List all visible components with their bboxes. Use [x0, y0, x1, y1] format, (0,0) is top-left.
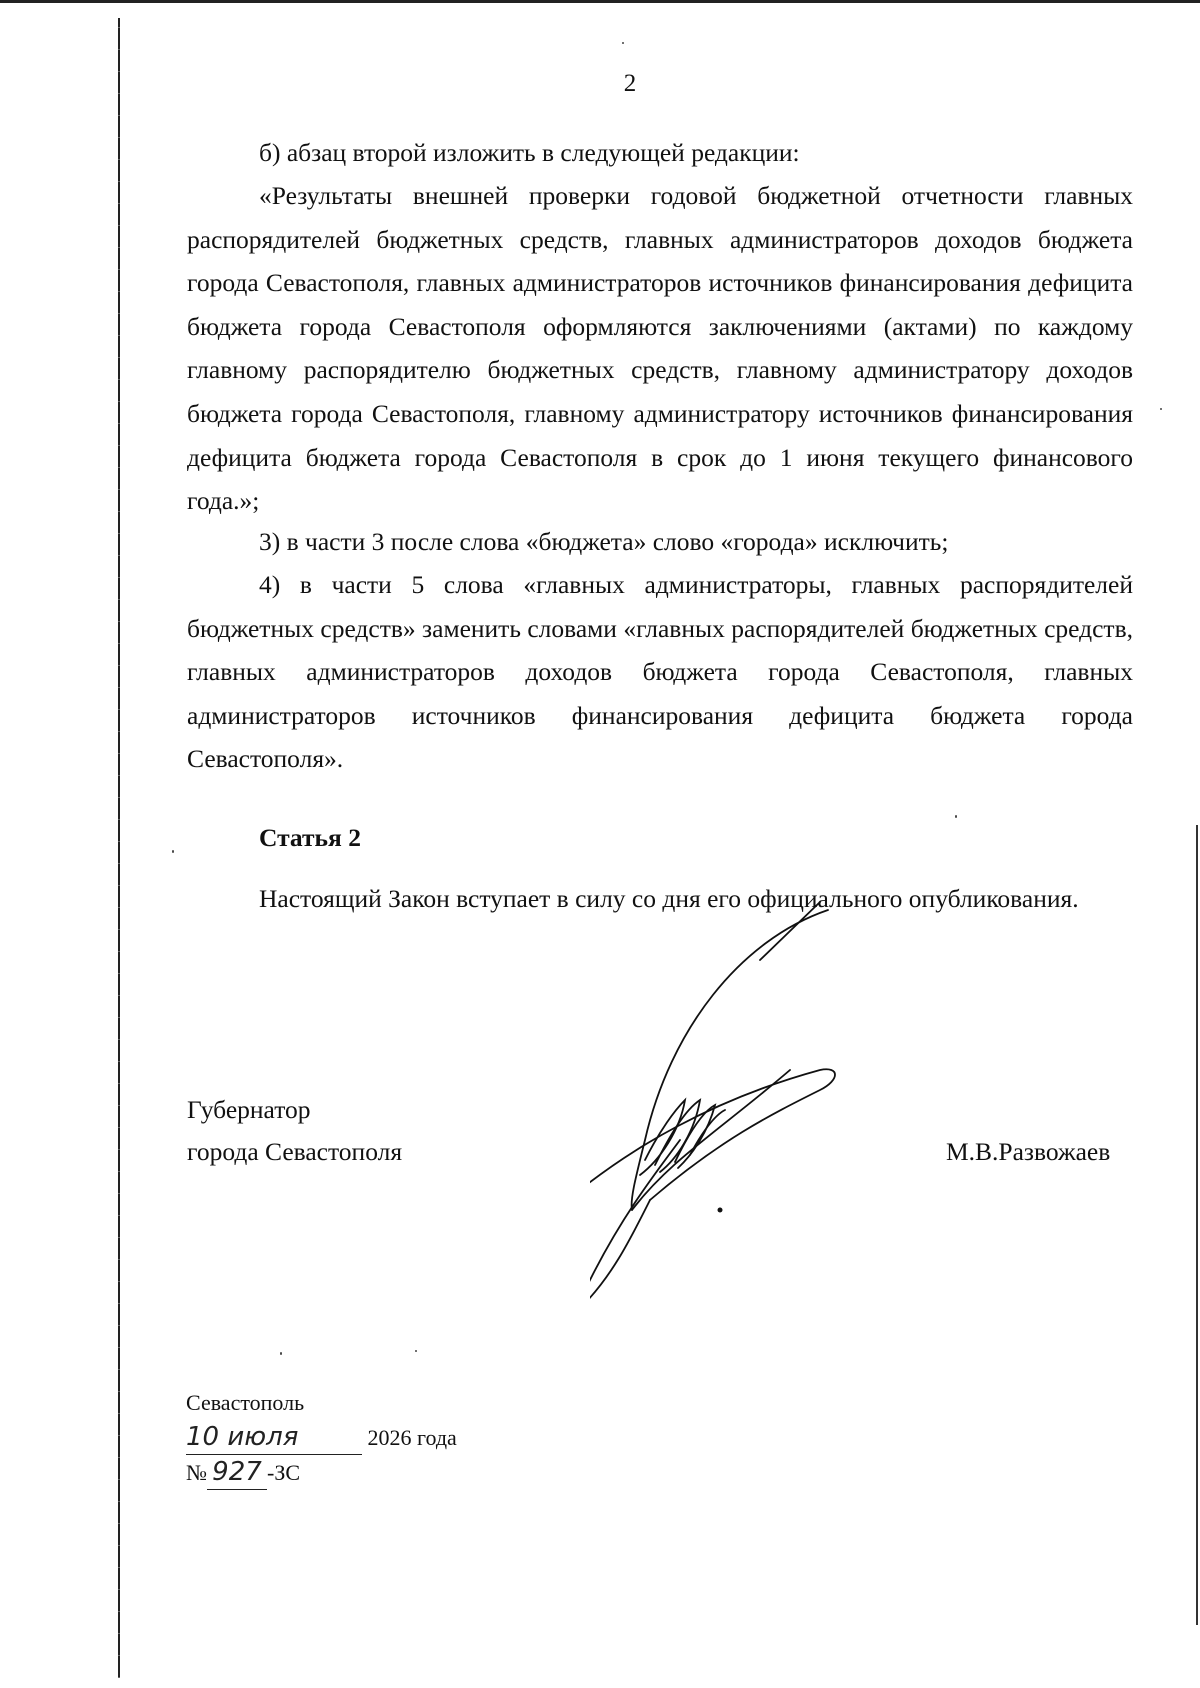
scan-speck	[1160, 408, 1162, 410]
scan-edge-line	[1196, 825, 1198, 1625]
article-2-heading: Статья 2	[259, 823, 361, 852]
scan-speck	[172, 850, 174, 853]
footer-date-line	[186, 1420, 457, 1455]
scan-speck	[415, 1350, 417, 1352]
page-number: 2	[623, 70, 637, 97]
signatory-title-line-2: города Севастополя	[187, 1137, 403, 1166]
signatory-title	[187, 1089, 402, 1173]
paragraph-b: б) абзац второй изложить в следующей редакции:	[259, 138, 800, 167]
signatory-name: М.В.Развожаев	[946, 1137, 1111, 1166]
scan-speck	[622, 42, 624, 44]
paragraph-quote: «Результаты внешней проверки годовой бюджетной отчетности главных распорядителей бюджетных средств, главных администраторов доходов бюджета города Севастополя, главных администраторов источников финансирования дефицита бюджета города Севастополя оформляются заключениями (актами) по каждому главному распорядителю бюджетных средств, главному администратору доходов бюджета города Севастополя, главному администратору источников финансирования дефицита бюджета города Севастополя в срок до 1 июня текущего финансового года.»;	[187, 181, 1133, 516]
number-suffix: -ЗС	[267, 1460, 301, 1485]
document-footer	[186, 1386, 457, 1490]
scan-speck	[955, 815, 957, 818]
binding-margin-line	[118, 18, 120, 1678]
handwritten-number: 927	[207, 1455, 267, 1490]
handwritten-date: 10 июля	[186, 1420, 362, 1455]
paragraph-item-4: 4) в части 5 слова «главных администраторы, главных распорядителей бюджетных средств» заменить словами «главных распорядителей бюджетных средств, главных администраторов доходов бюджета города Севастополя, главных администраторов источников финансирования дефицита бюджета города Севастополя».	[187, 570, 1133, 774]
footer-year: 2026 года	[367, 1425, 457, 1450]
scan-speck	[280, 1352, 282, 1355]
page-top-edge	[0, 0, 1200, 3]
paragraph-item-3: 3) в части 3 после слова «бюджета» слово «города» исключить;	[259, 527, 949, 556]
signatory-title-line-1: Губернатор	[187, 1095, 311, 1124]
article-2-text: Настоящий Закон вступает в силу со дня его официального опубликования.	[259, 884, 1079, 913]
footer-number-line	[186, 1455, 457, 1490]
handwritten-signature	[590, 900, 860, 1330]
footer-city: Севастополь	[186, 1390, 305, 1415]
number-sign: №	[186, 1460, 207, 1485]
